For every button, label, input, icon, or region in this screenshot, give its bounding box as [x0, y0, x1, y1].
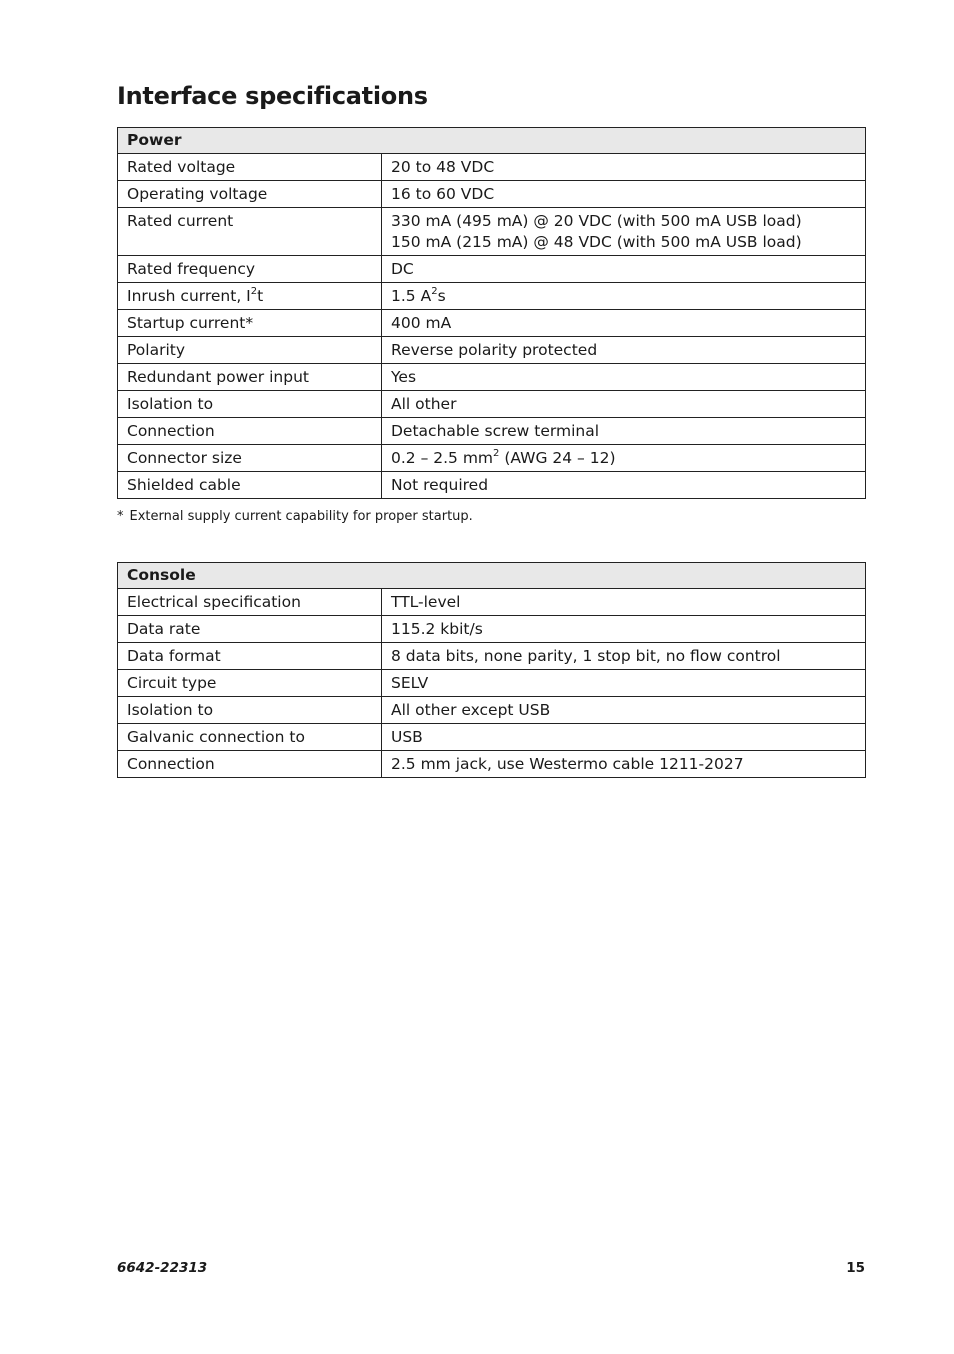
spec-value: 2.5 mm jack, use Westermo cable 1211-2027: [382, 751, 866, 778]
spec-value: Not required: [382, 472, 866, 499]
table-row: [118, 283, 866, 310]
spec-value: All other except USB: [382, 697, 866, 724]
table-row: [118, 445, 866, 472]
spec-label: Isolation to: [118, 697, 382, 724]
table-row: [118, 724, 866, 751]
spec-label-text: t: [257, 287, 264, 305]
spec-value: 16 to 60 VDC: [382, 181, 866, 208]
table-header-row: [118, 563, 866, 589]
superscript: 2: [431, 285, 438, 297]
spec-value: 115.2 kbit/s: [382, 616, 866, 643]
spec-value: [382, 445, 866, 472]
document-number: 6642-22313: [117, 1260, 208, 1276]
spec-label: Shielded cable: [118, 472, 382, 499]
table-row: [118, 154, 866, 181]
spec-value-text: 0.2 – 2.5 mm: [391, 449, 494, 467]
spec-label-text: Inrush current, I: [127, 287, 251, 305]
table-row: [118, 643, 866, 670]
spec-value: Yes: [382, 364, 866, 391]
spec-value: [382, 283, 866, 310]
spec-label: Connection: [118, 418, 382, 445]
table-row: [118, 256, 866, 283]
spec-value: 400 mA: [382, 310, 866, 337]
footnote-text: External supply current capability for proper startup.: [129, 509, 473, 524]
spec-label: Circuit type: [118, 670, 382, 697]
spec-label: Startup current*: [118, 310, 382, 337]
table-row: [118, 616, 866, 643]
table-row: [118, 670, 866, 697]
spec-value: 20 to 48 VDC: [382, 154, 866, 181]
power-spec-table: [117, 127, 866, 499]
spec-label: [118, 283, 382, 310]
spec-label: Connector size: [118, 445, 382, 472]
spec-value: All other: [382, 391, 866, 418]
spec-label: Electrical specification: [118, 589, 382, 616]
spec-label: Operating voltage: [118, 181, 382, 208]
spec-value-line: 330 mA (495 mA) @ 20 VDC (with 500 mA USB load): [391, 212, 802, 230]
spec-label: Rated frequency: [118, 256, 382, 283]
table-row: [118, 589, 866, 616]
superscript: 2: [493, 447, 500, 459]
spec-value: DC: [382, 256, 866, 283]
table-row: [118, 364, 866, 391]
spec-value-text: (AWG 24 – 12): [499, 449, 616, 467]
table-row: [118, 418, 866, 445]
spec-value: SELV: [382, 670, 866, 697]
spec-value: USB: [382, 724, 866, 751]
table-row: [118, 751, 866, 778]
spec-value: Detachable screw terminal: [382, 418, 866, 445]
spec-value: [382, 208, 866, 256]
table-row: [118, 310, 866, 337]
spec-value-text: s: [437, 287, 446, 305]
power-heading: Power: [118, 128, 866, 154]
spec-label: Connection: [118, 751, 382, 778]
table-row: [118, 472, 866, 499]
console-spec-table: [117, 562, 866, 778]
superscript: 2: [250, 285, 258, 297]
footnote-mark: *: [117, 509, 124, 524]
table-row: [118, 697, 866, 724]
table-row: [118, 391, 866, 418]
spec-label: Redundant power input: [118, 364, 382, 391]
spec-value-line: 150 mA (215 mA) @ 48 VDC (with 500 mA USB load): [391, 233, 802, 251]
spec-value: TTL-level: [382, 589, 866, 616]
spec-label: Rated voltage: [118, 154, 382, 181]
spec-label: Galvanic connection to: [118, 724, 382, 751]
table-row: [118, 181, 866, 208]
footnote: [117, 509, 473, 524]
table-header-row: [118, 128, 866, 154]
spec-value-text: 1.5 A: [391, 287, 432, 305]
spec-value: 8 data bits, none parity, 1 stop bit, no flow control: [382, 643, 866, 670]
spec-value: Reverse polarity protected: [382, 337, 866, 364]
spec-label: Data format: [118, 643, 382, 670]
spec-label: Data rate: [118, 616, 382, 643]
page-number: 15: [846, 1260, 865, 1276]
spec-label: Rated current: [118, 208, 382, 256]
page-title: Interface specifications: [117, 82, 428, 110]
table-row: [118, 208, 866, 256]
spec-label: Polarity: [118, 337, 382, 364]
table-row: [118, 337, 866, 364]
spec-label: Isolation to: [118, 391, 382, 418]
console-heading: Console: [118, 563, 866, 589]
